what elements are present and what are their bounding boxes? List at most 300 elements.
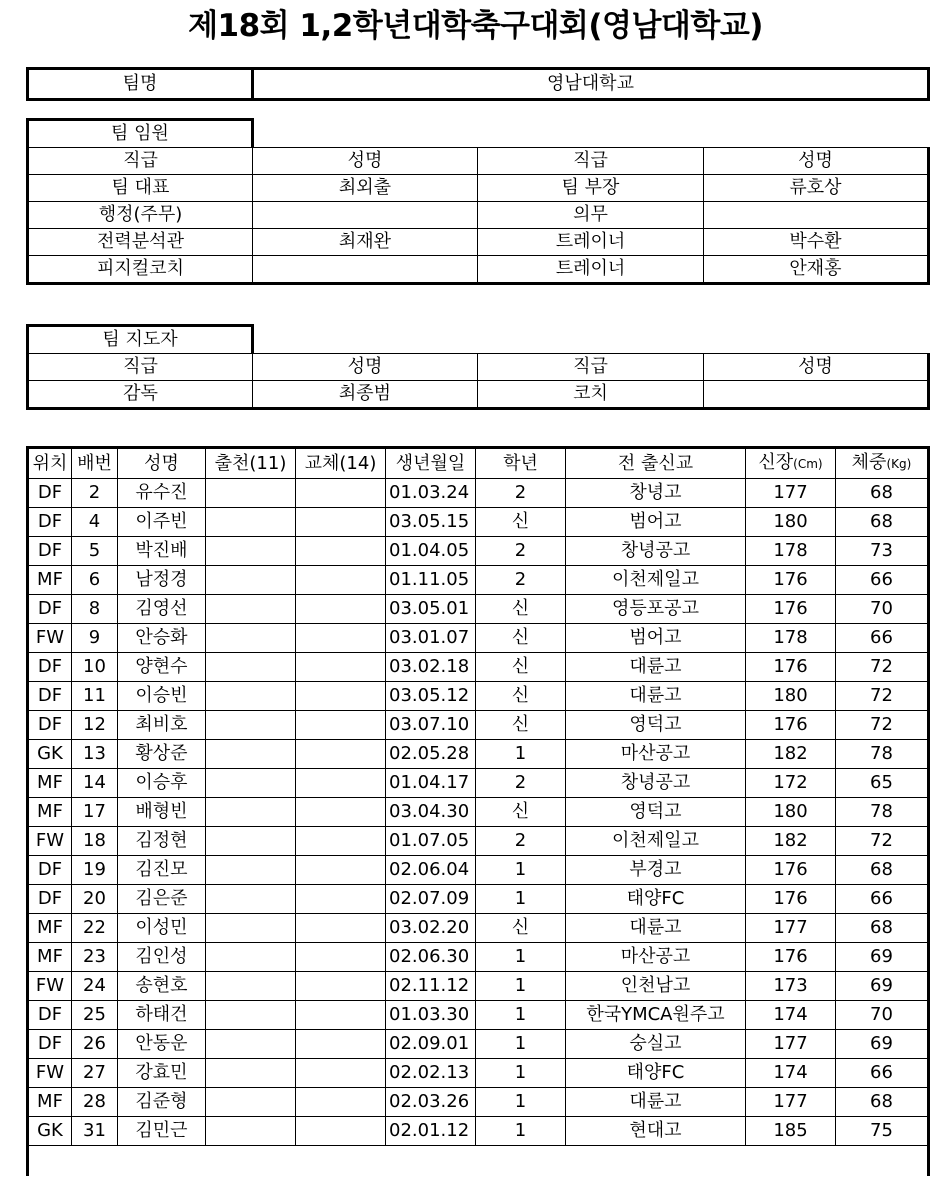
player-row <box>28 508 929 537</box>
player-number: 25 <box>72 1001 118 1030</box>
player-position: DF <box>28 885 72 914</box>
player-starts <box>206 740 296 769</box>
player-number: 2 <box>72 479 118 508</box>
player-position: DF <box>28 856 72 885</box>
team-officers-table <box>26 118 930 285</box>
player-subs <box>296 624 386 653</box>
officers-row <box>28 229 929 256</box>
player-row <box>28 1059 929 1088</box>
player-school: 창녕공고 <box>566 769 746 798</box>
player-subs <box>296 508 386 537</box>
player-starts <box>206 1030 296 1059</box>
player-starts <box>206 856 296 885</box>
officers-header-cell: 직급 <box>478 148 704 175</box>
officer-title: 트레이너 <box>478 256 704 284</box>
player-row-empty <box>28 1146 929 1177</box>
player-starts <box>206 943 296 972</box>
staff-section-row <box>28 326 929 354</box>
player-name: 김민근 <box>118 1117 206 1146</box>
player-starts <box>206 595 296 624</box>
player-school: 범어고 <box>566 624 746 653</box>
player-row <box>28 856 929 885</box>
player-position: MF <box>28 798 72 827</box>
player-height: 178 <box>746 537 836 566</box>
player-subs <box>296 769 386 798</box>
player-grade: 신 <box>476 508 566 537</box>
header-birth: 생년월일 <box>386 448 476 479</box>
player-birth: 03.04.30 <box>386 798 476 827</box>
team-name-value: 영남대학교 <box>253 69 929 100</box>
player-school: 인천남고 <box>566 972 746 1001</box>
player-height: 176 <box>746 885 836 914</box>
player-number: 5 <box>72 537 118 566</box>
player-row <box>28 798 929 827</box>
player-name: 이승빈 <box>118 682 206 711</box>
player-row <box>28 624 929 653</box>
officers-header-cell: 성명 <box>704 148 929 175</box>
player-grade: 1 <box>476 885 566 914</box>
player-row <box>28 885 929 914</box>
player-school: 한국YMCA원주고 <box>566 1001 746 1030</box>
player-starts <box>206 914 296 943</box>
player-name: 유수진 <box>118 479 206 508</box>
player-position: FW <box>28 972 72 1001</box>
player-weight: 70 <box>836 1001 929 1030</box>
player-grade: 1 <box>476 943 566 972</box>
player-number: 19 <box>72 856 118 885</box>
player-number: 23 <box>72 943 118 972</box>
player-birth: 02.03.26 <box>386 1088 476 1117</box>
player-number: 11 <box>72 682 118 711</box>
staff-header-cell: 직급 <box>478 354 704 381</box>
player-height: 172 <box>746 769 836 798</box>
player-height: 176 <box>746 943 836 972</box>
player-starts <box>206 827 296 856</box>
player-row <box>28 653 929 682</box>
player-subs <box>296 943 386 972</box>
player-school: 영덕고 <box>566 711 746 740</box>
staff-header-row <box>28 354 929 381</box>
player-name: 김진모 <box>118 856 206 885</box>
player-grade: 2 <box>476 827 566 856</box>
player-height: 174 <box>746 1001 836 1030</box>
player-height: 176 <box>746 711 836 740</box>
officer-name: 박수환 <box>704 229 929 256</box>
player-number: 31 <box>72 1117 118 1146</box>
player-position: MF <box>28 566 72 595</box>
player-grade: 1 <box>476 1117 566 1146</box>
player-height: 177 <box>746 1030 836 1059</box>
player-school: 범어고 <box>566 508 746 537</box>
player-row <box>28 914 929 943</box>
player-height: 176 <box>746 595 836 624</box>
player-row <box>28 740 929 769</box>
team-name-table <box>26 67 930 101</box>
player-starts <box>206 1117 296 1146</box>
players-body <box>28 479 929 1177</box>
player-weight: 68 <box>836 1088 929 1117</box>
player-starts <box>206 1088 296 1117</box>
player-birth: 02.11.12 <box>386 972 476 1001</box>
player-birth: 03.05.12 <box>386 682 476 711</box>
player-number: 18 <box>72 827 118 856</box>
header-subs: 교체(14) <box>296 448 386 479</box>
player-position: DF <box>28 595 72 624</box>
header-height-label: 신장 <box>758 452 794 473</box>
staff-name: 최종범 <box>253 381 478 409</box>
player-birth: 02.09.01 <box>386 1030 476 1059</box>
player-starts <box>206 798 296 827</box>
player-grade: 2 <box>476 537 566 566</box>
player-height: 177 <box>746 1088 836 1117</box>
player-position: MF <box>28 769 72 798</box>
player-weight: 72 <box>836 711 929 740</box>
player-row <box>28 1088 929 1117</box>
player-position: DF <box>28 1001 72 1030</box>
player-number: 27 <box>72 1059 118 1088</box>
player-school: 태양FC <box>566 885 746 914</box>
player-school: 대륜고 <box>566 1088 746 1117</box>
officer-name: 류호상 <box>704 175 929 202</box>
player-weight: 72 <box>836 653 929 682</box>
player-number: 6 <box>72 566 118 595</box>
player-weight: 78 <box>836 798 929 827</box>
player-starts <box>206 479 296 508</box>
player-birth: 03.01.07 <box>386 624 476 653</box>
player-row <box>28 479 929 508</box>
officer-title: 전력분석관 <box>28 229 253 256</box>
player-weight: 68 <box>836 508 929 537</box>
player-grade: 신 <box>476 798 566 827</box>
player-name: 김은준 <box>118 885 206 914</box>
officer-title: 피지컬코치 <box>28 256 253 284</box>
player-height: 180 <box>746 508 836 537</box>
player-height: 182 <box>746 827 836 856</box>
header-grade: 학년 <box>476 448 566 479</box>
player-subs <box>296 1117 386 1146</box>
player-name: 이승후 <box>118 769 206 798</box>
player-starts <box>206 508 296 537</box>
header-weight-unit: (Kg) <box>886 457 912 471</box>
player-birth: 02.06.30 <box>386 943 476 972</box>
player-number: 13 <box>72 740 118 769</box>
officer-name: 최재완 <box>253 229 478 256</box>
player-grade: 2 <box>476 769 566 798</box>
player-name: 김준형 <box>118 1088 206 1117</box>
player-position: DF <box>28 653 72 682</box>
player-name: 최비호 <box>118 711 206 740</box>
officers-header-cell: 성명 <box>253 148 478 175</box>
player-school: 태양FC <box>566 1059 746 1088</box>
player-starts <box>206 1001 296 1030</box>
staff-section-label: 팀 지도자 <box>28 326 253 354</box>
team-name-row <box>28 69 929 100</box>
player-position: GK <box>28 1117 72 1146</box>
player-row <box>28 566 929 595</box>
player-starts <box>206 537 296 566</box>
player-position: DF <box>28 1030 72 1059</box>
player-height: 176 <box>746 856 836 885</box>
player-row <box>28 827 929 856</box>
player-birth: 03.07.10 <box>386 711 476 740</box>
player-grade: 1 <box>476 1088 566 1117</box>
player-name: 이주빈 <box>118 508 206 537</box>
player-starts <box>206 566 296 595</box>
player-height: 182 <box>746 740 836 769</box>
player-subs <box>296 1088 386 1117</box>
player-grade: 2 <box>476 566 566 595</box>
player-birth: 01.03.24 <box>386 479 476 508</box>
player-school: 창녕공고 <box>566 537 746 566</box>
player-name: 김인성 <box>118 943 206 972</box>
staff-title: 코치 <box>478 381 704 409</box>
officers-header-cell: 직급 <box>28 148 253 175</box>
player-weight: 66 <box>836 1059 929 1088</box>
player-subs <box>296 566 386 595</box>
player-number: 26 <box>72 1030 118 1059</box>
player-height: 180 <box>746 682 836 711</box>
player-subs <box>296 798 386 827</box>
player-grade: 1 <box>476 1001 566 1030</box>
officer-title: 의무 <box>478 202 704 229</box>
player-subs <box>296 682 386 711</box>
player-position: MF <box>28 1088 72 1117</box>
officers-section-row <box>28 120 929 148</box>
player-school: 숭실고 <box>566 1030 746 1059</box>
player-birth: 02.05.28 <box>386 740 476 769</box>
player-position: FW <box>28 624 72 653</box>
header-weight-label: 체중 <box>851 452 887 473</box>
header-starts: 출천(11) <box>206 448 296 479</box>
player-weight: 68 <box>836 479 929 508</box>
player-weight: 65 <box>836 769 929 798</box>
player-weight: 72 <box>836 827 929 856</box>
player-birth: 02.01.12 <box>386 1117 476 1146</box>
player-starts <box>206 769 296 798</box>
player-school: 이천제일고 <box>566 566 746 595</box>
player-name: 강효민 <box>118 1059 206 1088</box>
player-subs <box>296 827 386 856</box>
officer-name: 최외출 <box>253 175 478 202</box>
player-weight: 70 <box>836 595 929 624</box>
player-number: 24 <box>72 972 118 1001</box>
player-school: 영등포공고 <box>566 595 746 624</box>
player-row <box>28 1030 929 1059</box>
player-name: 김영선 <box>118 595 206 624</box>
team-name-label: 팀명 <box>28 69 253 100</box>
player-grade: 1 <box>476 856 566 885</box>
player-name: 안동운 <box>118 1030 206 1059</box>
player-position: GK <box>28 740 72 769</box>
player-weight: 73 <box>836 537 929 566</box>
player-grade: 1 <box>476 972 566 1001</box>
staff-header-cell: 직급 <box>28 354 253 381</box>
player-weight: 72 <box>836 682 929 711</box>
officer-title: 팀 대표 <box>28 175 253 202</box>
player-subs <box>296 740 386 769</box>
player-starts <box>206 653 296 682</box>
player-birth: 03.02.20 <box>386 914 476 943</box>
player-weight: 68 <box>836 856 929 885</box>
page-title: 제18회 1,2학년대학축구대회(영남대학교) <box>188 8 763 44</box>
staff-title: 감독 <box>28 381 253 409</box>
player-subs <box>296 914 386 943</box>
player-weight: 69 <box>836 1030 929 1059</box>
player-grade: 신 <box>476 682 566 711</box>
staff-row <box>28 381 929 409</box>
player-height: 174 <box>746 1059 836 1088</box>
player-position: DF <box>28 537 72 566</box>
player-name: 송현호 <box>118 972 206 1001</box>
player-row <box>28 595 929 624</box>
player-number: 20 <box>72 885 118 914</box>
player-position: DF <box>28 479 72 508</box>
player-row <box>28 1001 929 1030</box>
player-school: 이천제일고 <box>566 827 746 856</box>
player-grade: 신 <box>476 711 566 740</box>
player-grade: 신 <box>476 653 566 682</box>
player-name: 박진배 <box>118 537 206 566</box>
player-weight: 69 <box>836 972 929 1001</box>
player-row <box>28 972 929 1001</box>
header-position: 위치 <box>28 448 72 479</box>
player-number: 28 <box>72 1088 118 1117</box>
player-grade: 1 <box>476 1059 566 1088</box>
player-grade: 1 <box>476 740 566 769</box>
player-number: 8 <box>72 595 118 624</box>
header-height-unit: (Cm) <box>793 457 823 471</box>
player-weight: 75 <box>836 1117 929 1146</box>
player-subs <box>296 1001 386 1030</box>
player-weight: 66 <box>836 885 929 914</box>
officer-name <box>704 202 929 229</box>
player-row <box>28 537 929 566</box>
player-starts <box>206 1059 296 1088</box>
player-weight: 66 <box>836 624 929 653</box>
players-header-row <box>28 448 929 479</box>
player-birth: 01.03.30 <box>386 1001 476 1030</box>
player-subs <box>296 856 386 885</box>
player-name: 김정현 <box>118 827 206 856</box>
player-height: 176 <box>746 566 836 595</box>
player-school: 부경고 <box>566 856 746 885</box>
player-subs <box>296 653 386 682</box>
player-school: 현대고 <box>566 1117 746 1146</box>
player-birth: 01.07.05 <box>386 827 476 856</box>
player-subs <box>296 595 386 624</box>
player-name: 안승화 <box>118 624 206 653</box>
player-weight: 69 <box>836 943 929 972</box>
player-number: 10 <box>72 653 118 682</box>
player-subs <box>296 537 386 566</box>
player-school: 대륜고 <box>566 653 746 682</box>
player-name: 이성민 <box>118 914 206 943</box>
officer-title: 팀 부장 <box>478 175 704 202</box>
player-number: 12 <box>72 711 118 740</box>
players-table <box>26 446 930 1176</box>
player-birth: 02.02.13 <box>386 1059 476 1088</box>
player-birth: 03.05.15 <box>386 508 476 537</box>
player-row <box>28 682 929 711</box>
player-subs <box>296 711 386 740</box>
officer-name <box>253 202 478 229</box>
player-name: 황상준 <box>118 740 206 769</box>
officer-title: 행정(주무) <box>28 202 253 229</box>
player-school: 대륜고 <box>566 914 746 943</box>
player-position: DF <box>28 508 72 537</box>
player-position: DF <box>28 682 72 711</box>
player-starts <box>206 682 296 711</box>
player-position: DF <box>28 711 72 740</box>
player-number: 14 <box>72 769 118 798</box>
player-starts <box>206 711 296 740</box>
player-height: 177 <box>746 914 836 943</box>
player-birth: 03.05.01 <box>386 595 476 624</box>
header-weight <box>836 448 929 479</box>
player-birth: 01.04.17 <box>386 769 476 798</box>
player-height: 185 <box>746 1117 836 1146</box>
player-height: 180 <box>746 798 836 827</box>
player-birth: 02.06.04 <box>386 856 476 885</box>
player-height: 178 <box>746 624 836 653</box>
player-grade: 신 <box>476 624 566 653</box>
officers-row <box>28 175 929 202</box>
player-row <box>28 711 929 740</box>
player-height: 177 <box>746 479 836 508</box>
player-weight: 78 <box>836 740 929 769</box>
player-height: 176 <box>746 653 836 682</box>
player-subs <box>296 1059 386 1088</box>
player-birth: 01.11.05 <box>386 566 476 595</box>
player-subs <box>296 479 386 508</box>
empty-cell <box>28 1146 929 1177</box>
player-weight: 68 <box>836 914 929 943</box>
player-starts <box>206 885 296 914</box>
player-birth: 03.02.18 <box>386 653 476 682</box>
staff-header-cell: 성명 <box>704 354 929 381</box>
player-school: 대륜고 <box>566 682 746 711</box>
player-birth: 01.04.05 <box>386 537 476 566</box>
officers-section-label: 팀 임원 <box>28 120 253 148</box>
player-subs <box>296 972 386 1001</box>
player-subs <box>296 1030 386 1059</box>
player-subs <box>296 885 386 914</box>
officer-name: 안재홍 <box>704 256 929 284</box>
officers-row <box>28 256 929 284</box>
player-grade: 신 <box>476 595 566 624</box>
player-school: 마산공고 <box>566 740 746 769</box>
header-number: 배번 <box>72 448 118 479</box>
player-number: 4 <box>72 508 118 537</box>
player-name: 배형빈 <box>118 798 206 827</box>
officers-row <box>28 202 929 229</box>
player-school: 창녕고 <box>566 479 746 508</box>
officer-name <box>253 256 478 284</box>
header-name: 성명 <box>118 448 206 479</box>
player-grade: 1 <box>476 1030 566 1059</box>
player-name: 하태건 <box>118 1001 206 1030</box>
player-starts <box>206 624 296 653</box>
player-grade: 2 <box>476 479 566 508</box>
player-position: MF <box>28 914 72 943</box>
player-height: 173 <box>746 972 836 1001</box>
player-birth: 02.07.09 <box>386 885 476 914</box>
player-number: 17 <box>72 798 118 827</box>
header-school: 전 출신교 <box>566 448 746 479</box>
player-weight: 66 <box>836 566 929 595</box>
player-name: 남정경 <box>118 566 206 595</box>
officer-title: 트레이너 <box>478 229 704 256</box>
